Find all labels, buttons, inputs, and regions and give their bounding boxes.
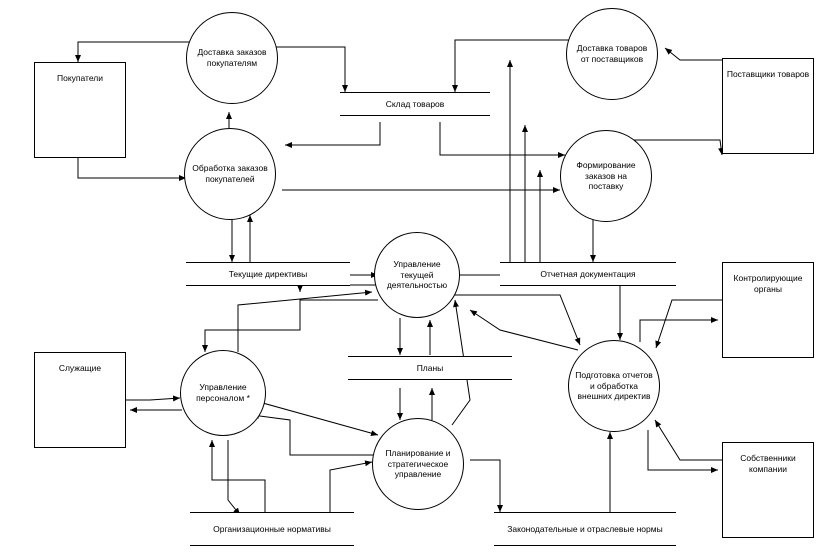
store-current-directives[interactable] [186, 262, 350, 286]
process-label: Подготовка отчетов и обработка внешних директив [575, 370, 653, 402]
process-reports-and-directives[interactable] [568, 340, 660, 432]
external-goods-suppliers[interactable] [722, 58, 814, 154]
store-plans[interactable] [348, 356, 512, 380]
process-label: Управление текущей деятельностью [386, 259, 448, 291]
process-customer-order-handling[interactable] [184, 128, 276, 220]
store-label: Отчетная документация [536, 269, 639, 280]
store-label: Склад товаров [382, 99, 449, 110]
external-label: Служащие [58, 363, 102, 373]
external-employees[interactable] [34, 352, 126, 448]
store-label: Законодательные и отраслевые нормы [503, 524, 666, 535]
external-company-owners[interactable] [722, 442, 814, 538]
process-label: Формирование заказов на поставку [576, 160, 636, 192]
process-label: Доставка заказов покупателям [197, 47, 267, 68]
process-label: Доставка товаров от поставщиков [576, 43, 648, 64]
process-delivery-from-suppliers[interactable] [566, 8, 658, 100]
store-organizational-norms[interactable] [190, 512, 354, 546]
external-customers[interactable] [34, 62, 126, 158]
external-label: Покупатели [57, 73, 103, 83]
store-label: Организационные нормативы [209, 524, 335, 535]
process-delivery-to-customers[interactable] [186, 12, 278, 104]
external-regulatory-bodies[interactable] [722, 262, 814, 358]
store-label: Планы [413, 363, 448, 374]
process-label: Обработка заказов покупателей [192, 163, 268, 184]
store-legislative-norms[interactable] [494, 512, 676, 546]
process-personnel-management[interactable] [180, 350, 266, 436]
external-label: Контролирующие органы [733, 273, 803, 295]
process-supply-order-forming[interactable] [560, 130, 652, 222]
external-label: Собственники компании [740, 453, 796, 475]
process-label: Управление персоналом * [196, 382, 250, 403]
process-label: Планирование и стратегическое управление [385, 448, 451, 480]
process-current-activity-management[interactable] [374, 232, 460, 318]
store-label: Текущие директивы [225, 269, 312, 280]
process-planning-and-strategy[interactable] [372, 418, 464, 510]
store-report-documentation[interactable] [500, 262, 676, 286]
store-goods-warehouse[interactable] [340, 92, 490, 116]
external-label: Поставщики товаров [726, 69, 810, 79]
